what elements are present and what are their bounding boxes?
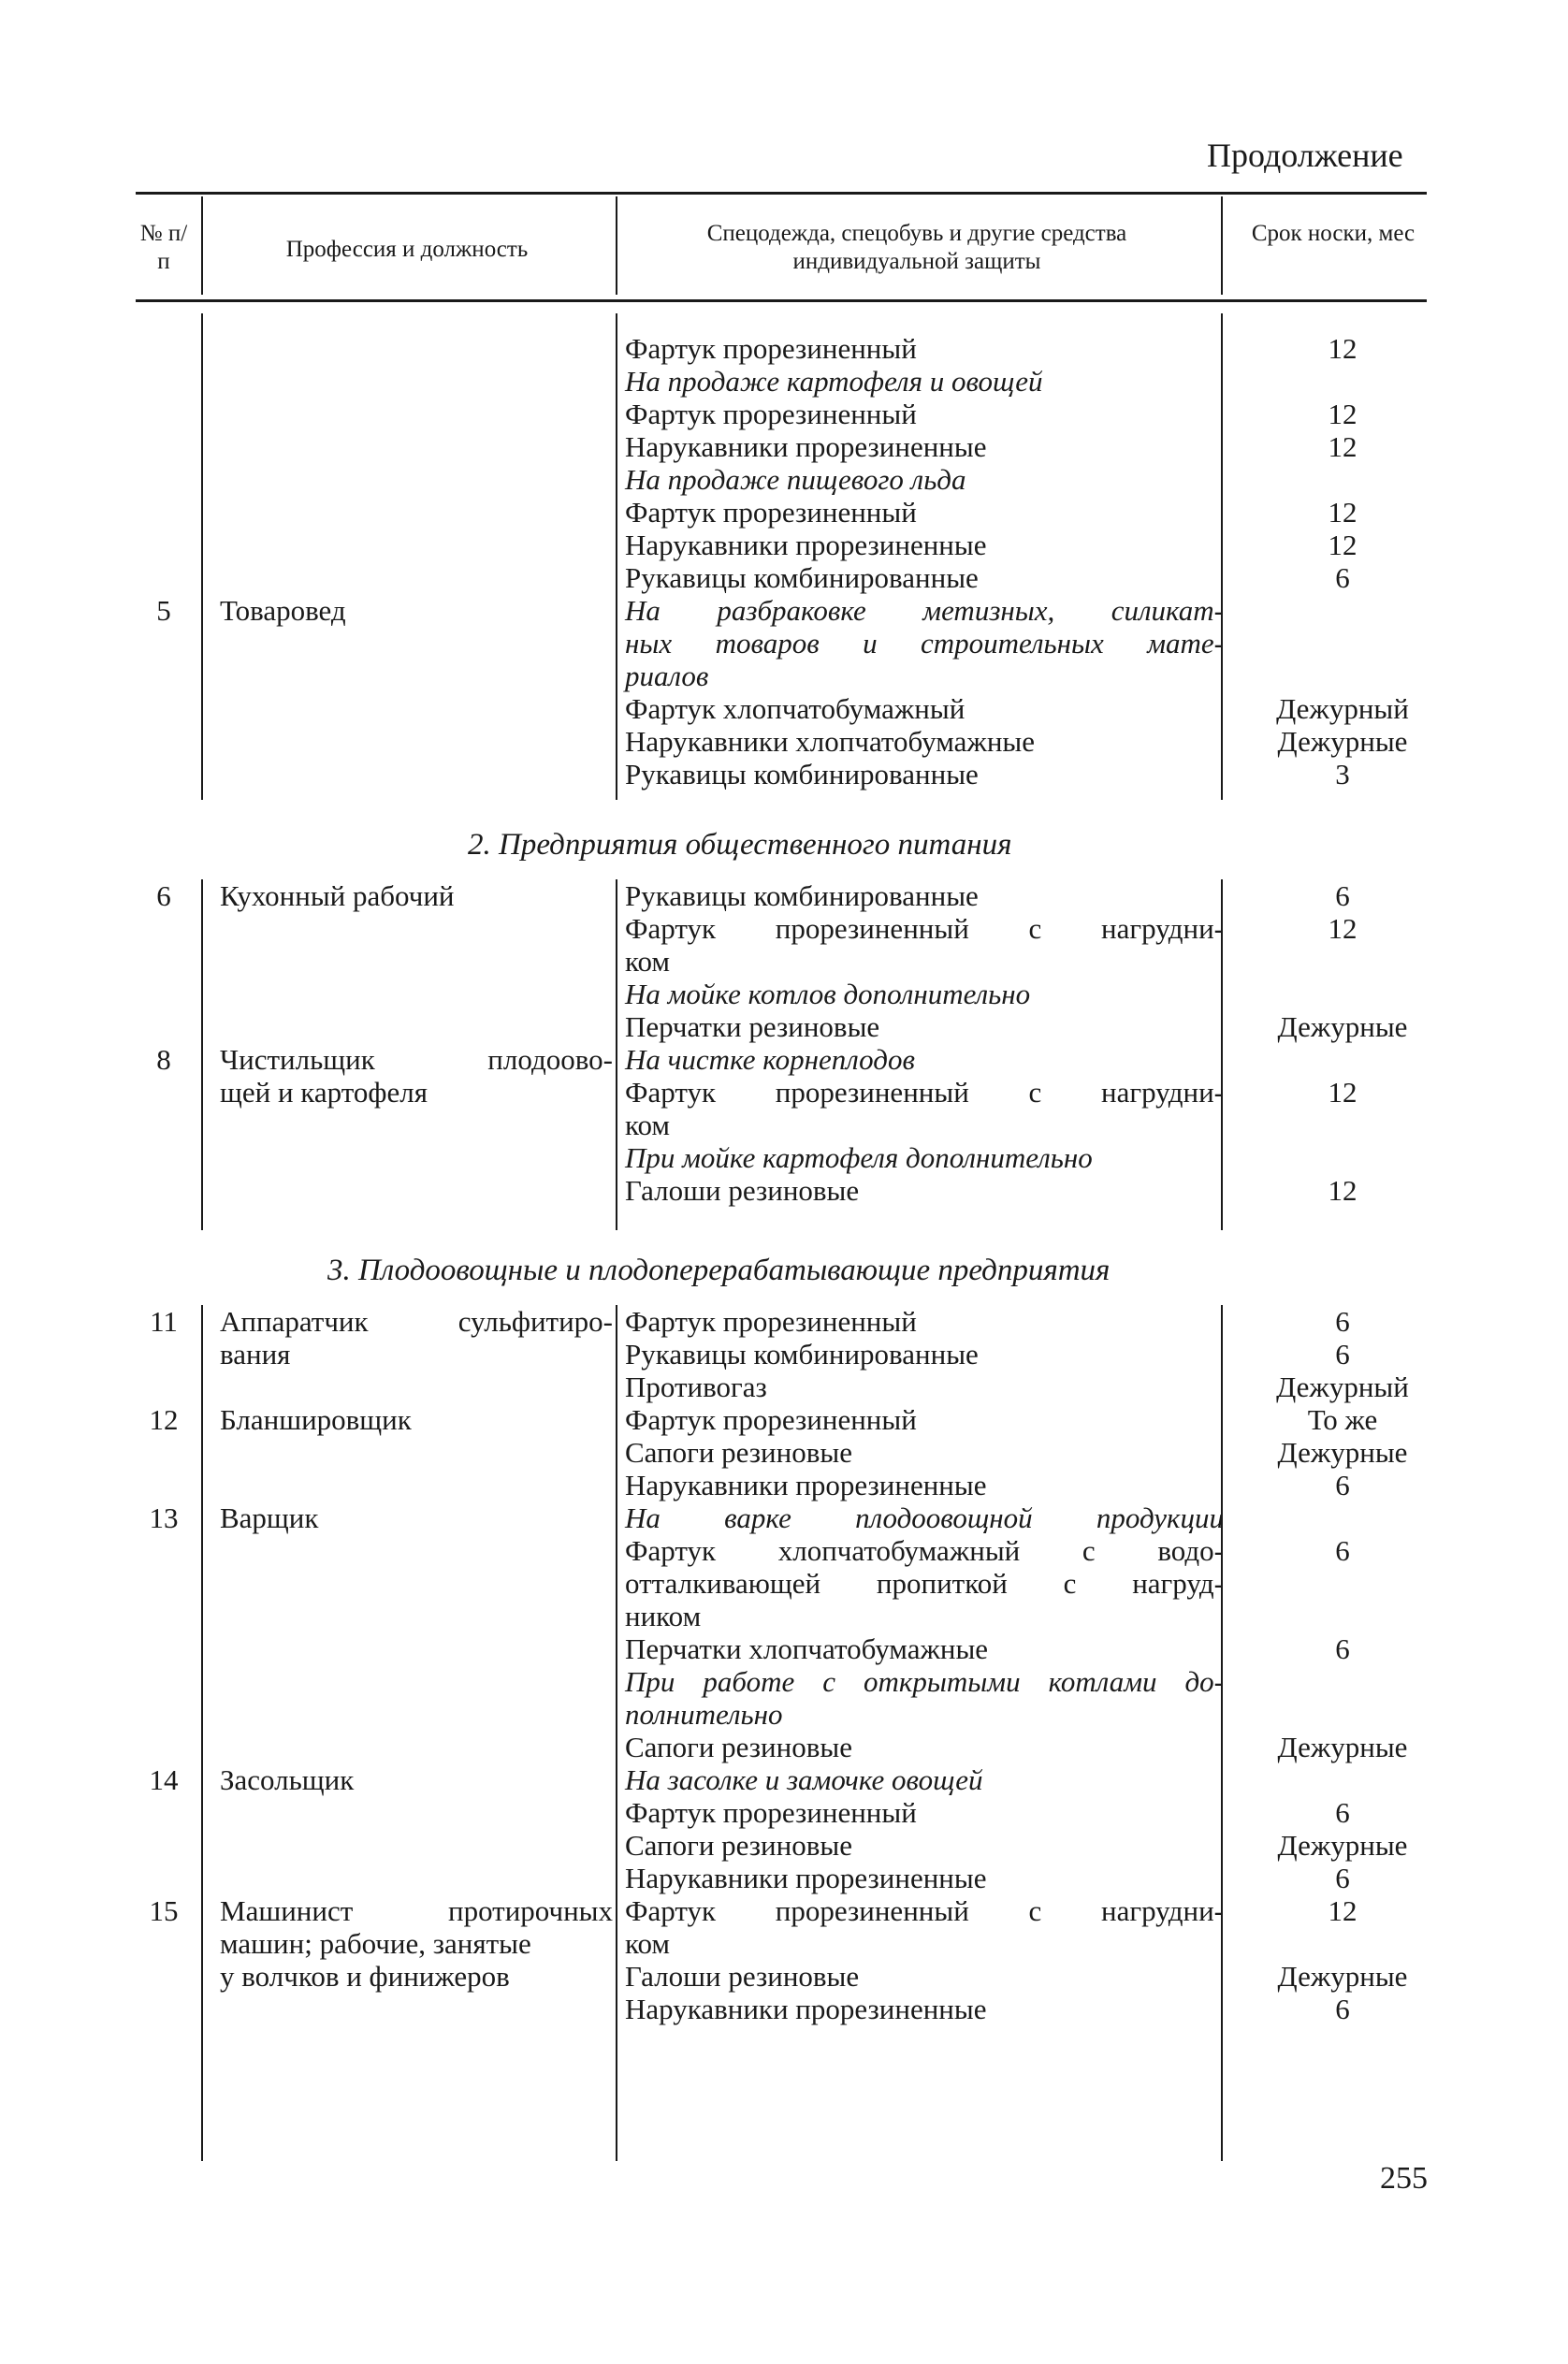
row-profession: Аппаратчик сульфитиро- — [220, 1305, 613, 1338]
row-item: На продаже картофеля и овощей — [625, 365, 1043, 398]
row-profession: Товаровед — [220, 594, 346, 627]
row-term: 6 — [1335, 1862, 1350, 1894]
row-term: 6 — [1335, 1796, 1350, 1829]
row-item: Сапоги резиновые — [625, 1731, 852, 1763]
row-item: Фартук прорезиненный — [625, 398, 917, 430]
row-term: Дежурные — [1277, 725, 1408, 758]
row-term: 3 — [1335, 758, 1350, 790]
row-item: Противогаз — [625, 1371, 767, 1403]
row-item: ных товаров и строительных мате- — [625, 627, 1224, 660]
row-item: На чистке корнеплодов — [625, 1043, 915, 1076]
row-term: 6 — [1335, 1534, 1350, 1567]
row-term: Дежурные — [1277, 1960, 1408, 1993]
row-number: 5 — [156, 594, 171, 627]
header-col-rule-3 — [1221, 196, 1223, 295]
row-item: Фартук прорезиненный — [625, 1796, 917, 1829]
row-term: 6 — [1335, 1469, 1350, 1501]
row-term: Дежурные — [1277, 1829, 1408, 1862]
col-rule-2-block-b — [616, 879, 617, 1230]
row-item: Перчатки хлопчатобумажные — [625, 1632, 989, 1665]
row-profession: Бланшировщик — [220, 1403, 412, 1436]
row-number: 15 — [149, 1894, 179, 1927]
header-bottom-rule — [136, 299, 1427, 302]
row-item: Фартук прорезиненный — [625, 496, 917, 529]
col-rule-1-block-a — [201, 313, 203, 800]
continuation-label: Продолжение — [1207, 137, 1403, 174]
row-profession: Машинист протирочных — [220, 1894, 613, 1927]
table-top-rule — [136, 192, 1427, 195]
row-item: Фартук прорезиненный с нагрудни- — [625, 1076, 1224, 1109]
row-term: 12 — [1328, 496, 1357, 529]
row-term: 6 — [1335, 1993, 1350, 2025]
row-item: При работе с открытыми котлами до- — [625, 1665, 1224, 1698]
row-item: На мойке котлов дополнительно — [625, 978, 1031, 1010]
col-rule-1-block-b — [201, 879, 203, 1230]
row-item: Сапоги резиновые — [625, 1829, 852, 1862]
row-profession: Чистильщик плодоово- — [220, 1043, 613, 1076]
row-term: 12 — [1328, 529, 1357, 561]
row-profession: у волчков и финижеров — [220, 1960, 510, 1993]
row-term: То же — [1307, 1403, 1378, 1436]
section-title-3: 3. Плодоовощные и плодоперерабатывающие предприятия — [327, 1254, 1111, 1287]
row-item: Галоши резиновые — [625, 1174, 860, 1207]
row-term: 12 — [1328, 912, 1357, 945]
row-term: 6 — [1335, 1305, 1350, 1338]
row-profession: машин; рабочие, занятые — [220, 1927, 531, 1960]
row-term: 12 — [1328, 332, 1357, 365]
row-item: Фартук хлопчатобумажный — [625, 692, 965, 725]
row-item: Фартук хлопчатобумажный с водо- — [625, 1534, 1224, 1567]
row-term: 12 — [1328, 430, 1357, 463]
row-term: 6 — [1335, 1632, 1350, 1665]
row-item: Нарукавники хлопчатобумажные — [625, 725, 1035, 758]
row-term: Дежурные — [1277, 1436, 1408, 1469]
row-number: 12 — [149, 1403, 179, 1436]
row-term: 12 — [1328, 1076, 1357, 1109]
row-item: Нарукавники прорезиненные — [625, 529, 987, 561]
col-rule-2-block-a — [616, 313, 617, 800]
row-profession: щей и картофеля — [220, 1076, 428, 1109]
row-item: Нарукавники прорезиненные — [625, 430, 987, 463]
row-item: На варке плодоовощной продукции — [625, 1501, 1224, 1534]
row-item: Фартук прорезиненный с нагрудни- — [625, 912, 1224, 945]
row-item: Галоши резиновые — [625, 1960, 860, 1993]
header-profession: Профессия и должность — [285, 237, 529, 262]
row-item: Фартук прорезиненный — [625, 1403, 917, 1436]
col-rule-1-block-c — [201, 1305, 203, 2161]
row-item: Рукавицы комбинированные — [625, 758, 979, 790]
header-term: Срок носки, мес — [1251, 221, 1416, 246]
row-item: Фартук прорезиненный — [625, 332, 917, 365]
row-item: На разбраковке метизных, силикат- — [625, 594, 1224, 627]
row-item: ком — [625, 1109, 671, 1141]
header-num: № п/п — [139, 221, 188, 274]
row-item: На засолке и замочке овощей — [625, 1763, 983, 1796]
row-term: Дежурный — [1276, 1371, 1409, 1403]
row-item: При мойке картофеля дополнительно — [625, 1141, 1093, 1174]
row-item: ком — [625, 945, 671, 978]
header-items: Спецодежда, спецобувь и другие средства индивидуальной защиты — [706, 221, 1127, 274]
row-item: ником — [625, 1600, 702, 1632]
row-item: Нарукавники прорезиненные — [625, 1862, 987, 1894]
row-profession: Засольщик — [220, 1763, 355, 1796]
row-item: Рукавицы комбинированные — [625, 561, 979, 594]
row-term: 6 — [1335, 561, 1350, 594]
page-number: 255 — [1380, 2161, 1428, 2196]
row-item: На продаже пищевого льда — [625, 463, 966, 496]
row-number: 13 — [149, 1501, 179, 1534]
row-item: Рукавицы комбинированные — [625, 879, 979, 912]
row-number: 14 — [149, 1763, 179, 1796]
row-item: полнительно — [625, 1698, 783, 1731]
row-term: Дежурные — [1277, 1731, 1408, 1763]
row-item: Сапоги резиновые — [625, 1436, 852, 1469]
row-number: 8 — [156, 1043, 171, 1076]
row-profession: Кухонный рабочий — [220, 879, 455, 912]
row-item: Фартук прорезиненный — [625, 1305, 917, 1338]
row-item: Нарукавники прорезиненные — [625, 1993, 987, 2025]
row-profession: вания — [220, 1338, 291, 1371]
row-term: 6 — [1335, 1338, 1350, 1371]
row-item: Перчатки резиновые — [625, 1010, 880, 1043]
row-term: 6 — [1335, 879, 1350, 912]
row-term: 12 — [1328, 398, 1357, 430]
row-item: ком — [625, 1927, 671, 1960]
row-term: 12 — [1328, 1894, 1357, 1927]
row-term: Дежурный — [1276, 692, 1409, 725]
row-item: отталкивающей пропиткой с нагруд- — [625, 1567, 1224, 1600]
row-item: Фартук прорезиненный с нагрудни- — [625, 1894, 1224, 1927]
row-item: Рукавицы комбинированные — [625, 1338, 979, 1371]
col-rule-2-block-c — [616, 1305, 617, 2161]
header-col-rule-2 — [616, 196, 617, 295]
row-profession: Варщик — [220, 1501, 319, 1534]
section-title-2: 2. Предприятия общественного питания — [468, 828, 1012, 862]
row-item: Нарукавники прорезиненные — [625, 1469, 987, 1501]
row-number: 11 — [150, 1305, 178, 1338]
row-term: Дежурные — [1277, 1010, 1408, 1043]
row-term: 12 — [1328, 1174, 1357, 1207]
header-col-rule-1 — [201, 196, 203, 295]
row-item: риалов — [625, 660, 709, 692]
row-number: 6 — [156, 879, 171, 912]
